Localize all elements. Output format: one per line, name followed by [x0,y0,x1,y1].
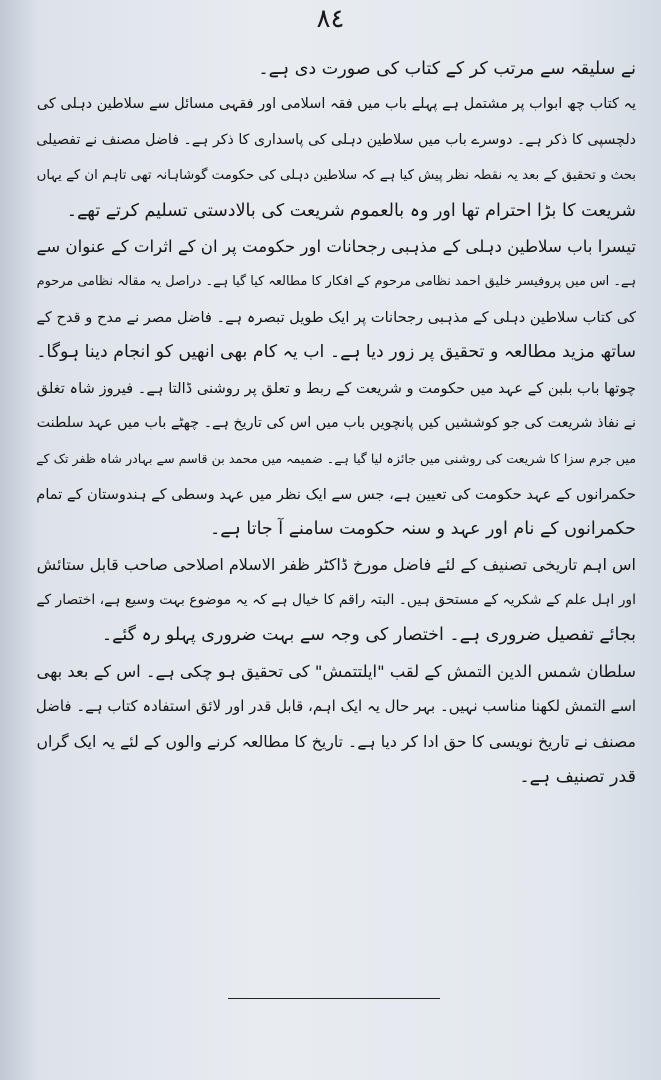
text-line: حکمرانوں کے نام اور عہد و سنہ حکومت سامنے آ جاتا ہے۔ [210,519,636,540]
text-line: اس اہم تاریخی تصنیف کے لئے فاضل مورخ ڈاکٹر ظفر الاسلام اصلاحی صاحب قابل ستائش [36,555,636,575]
text-line: بجائے تفصیل ضروری ہے۔ اختصار کی وجہ سے بہت ضروری پہلو رہ گئے۔ [101,625,636,646]
page-body-text [36,52,636,795]
text-line: اسے التمش لکھنا مناسب نہیں۔ بہر حال یہ ایک اہم، قابل قدر اور لائق استفادہ کتاب ہے۔ فاضل [35,697,636,716]
paragraph [36,371,636,548]
text-line: ہے۔ اس میں پروفیسر خلیق احمد نظامی مرحوم کے افکار کا مطالعہ کیا گیا ہے۔ دراصل یہ مقالہ نظامی مرحوم [36,274,636,290]
paragraph [36,87,636,229]
paragraph [36,654,636,796]
text-line: تیسرا باب سلاطین دہلی کے مذہبی رجحانات اور حکومت پر ان کے اثرات کے عنوان سے [36,236,636,256]
text-line: قدر تصنیف ہے۔ [519,766,636,787]
text-line: سلطان شمس الدین التمش کے لقب "ایلتتمش" کی تحقیق ہو چکی ہے۔ اس کے بعد بھی [36,661,636,681]
text-line: بحث و تحقیق کے بعد یہ نقطہ نظر پیش کیا ہے کہ سلاطین دہلی کی حکومت گوشاہانہ تھی تاہم ان کے یہاں [36,168,636,184]
text-line: ساتھ مزید مطالعہ و تحقیق پر زور دیا ہے۔ اب یہ کام بھی انھیں کو انجام دینا ہوگا۔ [36,342,636,363]
text-line: حکمرانوں کے عہد حکومت کی تعیین ہے، جس سے ایک نظر میں عہد وسطی کے ہندوستان کے تمام [36,485,636,503]
paragraph [36,229,636,371]
page-number: ٨٤ [316,4,345,34]
text-line: مصنف نے تاریخ نویسی کا حق ادا کر دیا ہے۔ تاریخ کا مطالعہ کرنے والوں کے لئے یہ ایک گراں [36,732,636,752]
text-line: نے سلیقہ سے مرتب کر کے کتاب کی صورت دی ہے۔ [258,59,636,79]
text-line: شریعت کا بڑا احترام تھا اور وہ بالعموم شریعت کی بالادستی تسلیم کرتے تھے۔ [66,200,636,221]
text-line: یہ کتاب چھ ابواب پر مشتمل ہے پہلے باب میں فقہ اسلامی اور فقہی مسائل سے سلاطین دہلی کی [36,96,636,113]
text-line: نے نفاذ شریعت کی جو کوششیں کیں پانچویں باب میں اس کی تاریخ ہے۔ چھٹے باب میں عہد سلطنت [36,414,636,431]
text-line: کی کتاب سلاطین دہلی کے مذہبی رجحانات پر ایک طویل تبصرہ ہے۔ فاضل مصر نے مدح و قدح کے [36,308,636,326]
paragraph [36,547,636,653]
paragraph [36,52,636,87]
end-rule-divider [228,998,440,999]
text-line: میں جرم سزا کا شریعت کی روشنی میں جائزہ لیا گیا ہے۔ ضمیمہ میں محمد بن قاسم سے بہادر شاہ ظفر تک کے [36,451,636,467]
text-line: چوتھا باب بلبن کے عہد میں حکومت و شریعت کے ربط و تعلق پر روشنی ڈالتا ہے۔ فیروز شاہ تغلق [36,379,636,397]
text-line: اور اہل علم کے شکریہ کے مستحق ہیں۔ البتہ راقم کا خیال ہے کہ یہ موضوع بہت وسیع ہے، اختصار کے [36,591,636,608]
text-line: دلچسپی کا ذکر ہے۔ دوسرے باب میں سلاطین دہلی کی پاسداری کا ذکر ہے۔ فاضل مصنف نے تفصیلی [36,131,636,148]
